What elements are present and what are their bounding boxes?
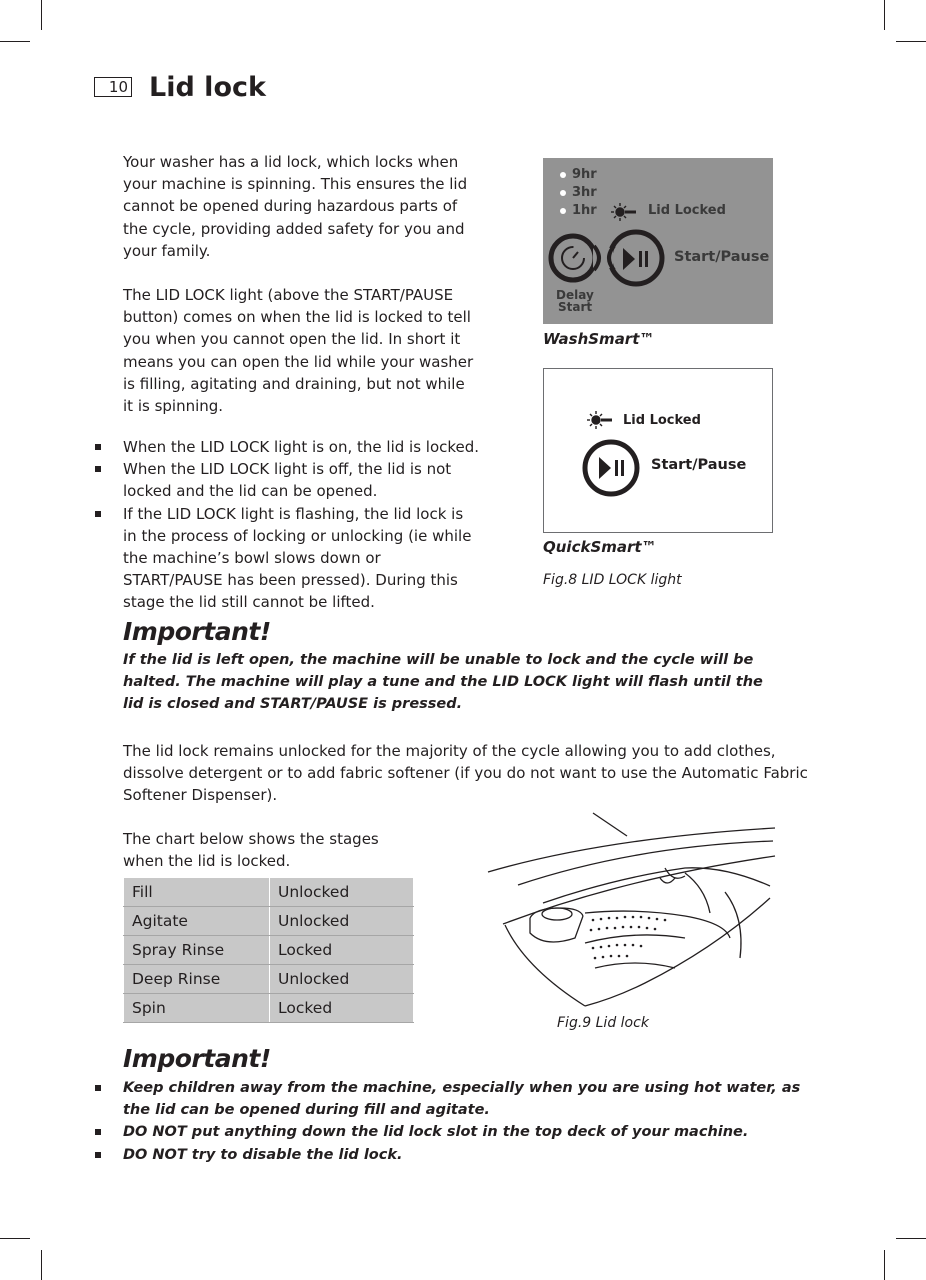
delay-option-1hr: 1hr: [572, 203, 597, 218]
lid-lock-light-list: [0, 436, 490, 614]
bullet-square-icon: [95, 1152, 101, 1158]
bullet-square-icon: [95, 444, 101, 450]
chart-intro: The chart below shows the stages when the lid is locked.: [123, 830, 379, 871]
fig8-caption: Fig.8 LID LOCK light: [543, 572, 682, 588]
washsmart-caption: WashSmart™: [543, 330, 655, 348]
washsmart-control-panel: [543, 158, 773, 324]
important-heading: Important!: [123, 617, 271, 646]
lock-status-cell: Locked: [270, 994, 414, 1023]
crop-mark: [41, 1250, 42, 1280]
table-row: [124, 907, 414, 936]
list-item: If the LID LOCK light is flashing, the lid lock is in the process of locking or unlocking (ie while the machine’s bowl slows down or START/PAUSE has been pressed). During this stage the lid still cannot be lifted.: [0, 503, 478, 614]
table-row: [124, 994, 414, 1023]
crop-mark: [884, 1250, 885, 1280]
lock-status-cell: Locked: [270, 936, 414, 965]
stage-cell: Deep Rinse: [124, 965, 270, 994]
crop-mark: [884, 0, 885, 30]
list-item: DO NOT try to disable the lid lock.: [0, 1144, 810, 1166]
list-item: DO NOT put anything down the lid lock slot in the top deck of your machine.: [0, 1121, 810, 1143]
stage-cell: Fill: [124, 878, 270, 907]
intro-paragraph-2: The LID LOCK light (above the START/PAUSE button) comes on when the lid is locked to tell you when you cannot open the lid. In short it means you can open the lid while your washer is filling, agitating and draining, but not while it is spinning.: [123, 286, 474, 416]
intro-paragraph-1: Your washer has a lid lock, which locks when your machine is spinning. This ensures the lid cannot be opened during hazardous parts of the cycle, providing added safety for you and your family.: [123, 153, 468, 260]
quicksmart-control-panel: [543, 368, 773, 533]
fig9-caption: Fig.9 Lid lock: [557, 1015, 649, 1031]
quicksmart-caption: QuickSmart™: [543, 538, 657, 556]
delay-option-9hr: 9hr: [572, 167, 597, 182]
page-number: 10: [94, 77, 132, 97]
table-row: [124, 965, 414, 994]
bullet-square-icon: [95, 1085, 101, 1091]
crop-mark: [896, 41, 926, 42]
important-heading: Important!: [123, 1044, 271, 1073]
stage-cell: Agitate: [124, 907, 270, 936]
start-label: Start: [558, 300, 593, 314]
delay-option-3hr: 3hr: [572, 185, 597, 200]
stage-cell: Spray Rinse: [124, 936, 270, 965]
table-row: [124, 936, 414, 965]
important-lid-open-text: If the lid is left open, the machine will be unable to lock and the cycle will be halted. The machine will play a tune and the LID LOCK light will flash until the lid is closed and START/PAUSE is pressed.: [123, 652, 763, 713]
delay-label: Delay: [556, 288, 594, 302]
bullet-square-icon: [95, 511, 101, 517]
lock-status-cell: Unlocked: [270, 907, 414, 936]
bullet-square-icon: [95, 466, 101, 472]
lid-locked-label: Lid Locked: [623, 413, 701, 428]
page-title: Lid lock: [149, 72, 266, 103]
table-row: [124, 878, 414, 907]
crop-mark: [896, 1238, 926, 1239]
start-pause-label: Start/Pause: [674, 249, 770, 265]
crop-mark: [0, 41, 30, 42]
lid-lock-stages-table: [123, 877, 414, 1023]
stage-cell: Spin: [124, 994, 270, 1023]
list-item: When the LID LOCK light is on, the lid is locked.: [0, 436, 490, 458]
crop-mark: [0, 1238, 30, 1239]
start-pause-label: Start/Pause: [651, 457, 747, 473]
quicksmart-panel-graphic: [544, 369, 772, 532]
lock-status-cell: Unlocked: [270, 965, 414, 994]
lid-lock-unlocked-paragraph: The lid lock remains unlocked for the majority of the cycle allowing you to add clothes, dissolve detergent or to add fabric softener (if you do not want to use the Automatic Fabric Softener Dispenser).: [123, 742, 808, 805]
list-item: When the LID LOCK light is off, the lid is not locked and the lid can be opened.: [0, 458, 468, 502]
lid-locked-label: Lid Locked: [648, 203, 726, 218]
crop-mark: [41, 0, 42, 30]
lid-lock-illustration: [485, 808, 780, 1013]
list-item: Keep children away from the machine, especially when you are using hot water, as the lid can be opened during fill and agitate.: [0, 1077, 810, 1121]
lock-status-cell: Unlocked: [270, 878, 414, 907]
important-safety-list: [0, 1077, 810, 1166]
bullet-square-icon: [95, 1129, 101, 1135]
